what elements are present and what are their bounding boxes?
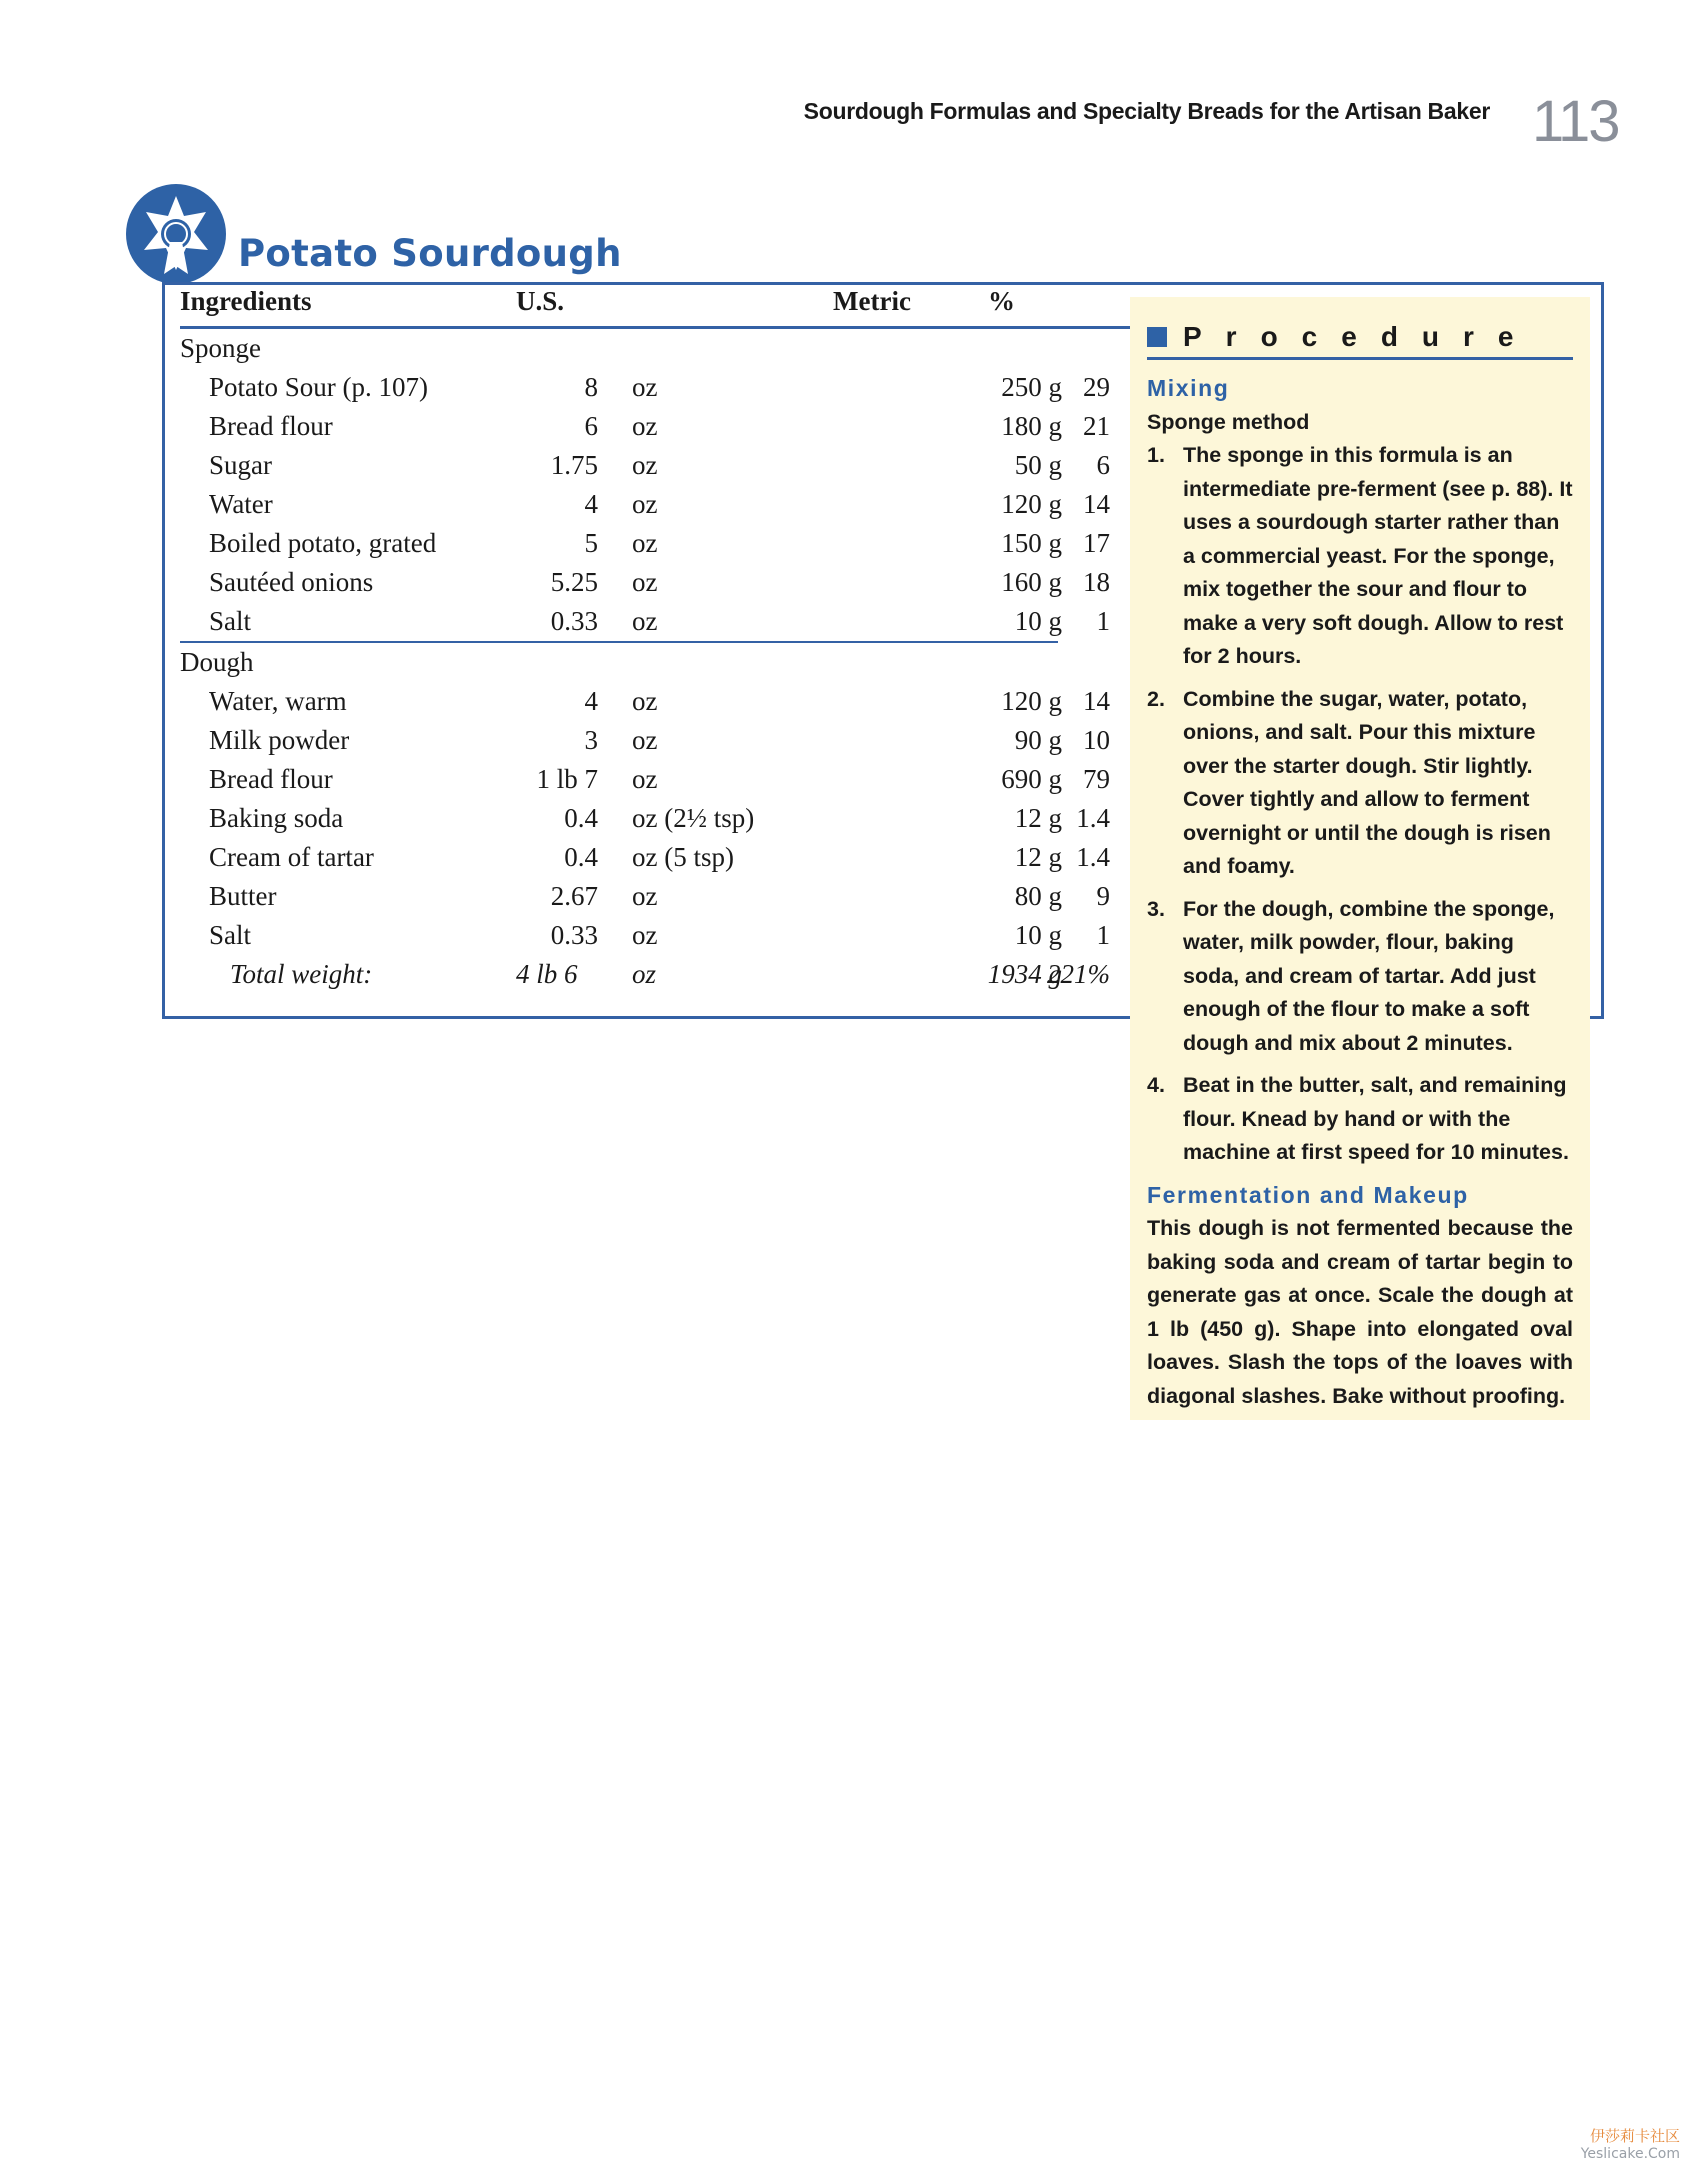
ingredient-name: Water, warm xyxy=(209,686,347,716)
metric-value: 12 g xyxy=(1014,842,1062,872)
table-row xyxy=(180,799,1110,838)
table-header xyxy=(180,286,1130,329)
procedure-step xyxy=(1147,1069,1573,1170)
ingredient-name: Salt xyxy=(209,606,252,636)
percent-value: 1.4 xyxy=(1076,803,1110,833)
us-unit: oz xyxy=(632,450,658,480)
percent-value: 21 xyxy=(1083,411,1110,441)
column-header-metric: Metric xyxy=(833,286,911,316)
percent-value: 1 xyxy=(1096,920,1110,950)
percent-value: 1.4 xyxy=(1076,842,1110,872)
ingredient-name: Butter xyxy=(209,881,277,911)
us-unit: oz xyxy=(632,411,658,441)
procedure-step xyxy=(1147,893,1573,1061)
us-qty: 5 xyxy=(584,528,598,558)
total-label: Total weight: xyxy=(230,959,373,989)
percent-value: 14 xyxy=(1083,489,1110,519)
ingredients-table xyxy=(180,286,1110,994)
procedure-title-bar xyxy=(1147,317,1573,360)
fermentation-heading: Fermentation and Makeup xyxy=(1147,1181,1469,1208)
table-row xyxy=(180,760,1110,799)
metric-value: 180 g xyxy=(1001,411,1062,441)
ingredient-name: Baking soda xyxy=(209,803,344,833)
ingredient-name: Potato Sour (p. 107) xyxy=(209,372,428,402)
us-qty: 4 xyxy=(584,489,598,519)
metric-value: 120 g xyxy=(1001,489,1062,519)
table-row xyxy=(180,602,1110,641)
table-row xyxy=(180,407,1110,446)
us-unit: oz xyxy=(632,372,658,402)
percent-value: 18 xyxy=(1083,567,1110,597)
recipe-title: Potato Sourdough xyxy=(238,232,622,275)
procedure-steps xyxy=(1147,439,1573,1170)
percent-value: 10 xyxy=(1083,725,1110,755)
ingredient-name: Sugar xyxy=(209,450,272,480)
section-label: Sponge xyxy=(180,333,261,363)
us-qty: 8 xyxy=(584,372,598,402)
square-bullet-icon xyxy=(1147,327,1167,347)
column-header-percent: % xyxy=(988,286,1015,316)
table-row xyxy=(180,368,1110,407)
percent-value: 29 xyxy=(1083,372,1110,402)
fermentation-text: This dough is not fermented because the baking soda and cream of tartar begin to generate gas at once. Scale the dough at 1 lb (450 g). Shape into elongated oval loaves. Slash the tops of the loaves with diagonal slashes. Bake without proofing. xyxy=(1147,1216,1573,1408)
step-number: 1. xyxy=(1147,443,1165,467)
mixing-subheading: Sponge method xyxy=(1147,409,1310,434)
us-qty: 0.4 xyxy=(564,803,598,833)
mixing-heading: Mixing xyxy=(1147,375,1230,401)
column-header-us: U.S. xyxy=(516,286,565,316)
table-row xyxy=(180,563,1110,602)
table-row xyxy=(180,524,1110,563)
us-unit: oz (5 tsp) xyxy=(632,842,734,872)
table-row xyxy=(180,838,1110,877)
metric-value: 150 g xyxy=(1001,528,1062,558)
us-unit: oz xyxy=(632,764,658,794)
section-dough xyxy=(180,643,1060,682)
percent-value: 79 xyxy=(1083,764,1110,794)
step-text: For the dough, combine the sponge, water, milk powder, flour, baking soda, and cream of tartar. Add just enough of the flour to make a soft dough and mix about 2 minutes. xyxy=(1183,896,1555,1055)
ingredient-name: Cream of tartar xyxy=(209,842,374,872)
watermark-line-2: Yeslicake.Com xyxy=(1580,2146,1680,2162)
step-number: 4. xyxy=(1147,1073,1165,1097)
us-qty: 0.4 xyxy=(564,842,598,872)
percent-value: 6 xyxy=(1096,450,1110,480)
ingredient-name: Water xyxy=(209,489,273,519)
ingredient-name: Salt xyxy=(209,920,252,950)
us-unit: oz xyxy=(632,881,658,911)
section-label: Dough xyxy=(180,647,254,677)
dough-rows xyxy=(180,682,1110,955)
us-unit: oz xyxy=(632,606,658,636)
us-unit: oz xyxy=(632,489,658,519)
total-qty: 4 lb 6 xyxy=(516,959,578,989)
us-qty: 1 lb 7 xyxy=(536,764,598,794)
us-unit: oz xyxy=(632,686,658,716)
watermark xyxy=(1581,2127,1680,2163)
us-unit: oz xyxy=(632,528,658,558)
us-qty: 5.25 xyxy=(550,567,598,597)
us-qty: 2.67 xyxy=(550,881,598,911)
column-header-ingredients: Ingredients xyxy=(180,286,312,316)
us-unit: oz xyxy=(632,920,658,950)
watermark-line-1: 伊莎莉卡社区 xyxy=(1589,2127,1680,2145)
procedure-step xyxy=(1147,683,1573,884)
percent-value: 9 xyxy=(1096,881,1110,911)
ingredient-name: Bread flour xyxy=(209,764,333,794)
step-text: Combine the sugar, water, potato, onions, and salt. Pour this mixture over the starter dough. Stir lightly. Cover tightly and allow to ferment overnight or until the dough is risen and foamy. xyxy=(1183,686,1551,878)
page-number: 113 xyxy=(1532,89,1619,154)
table-row xyxy=(180,877,1110,916)
us-qty: 3 xyxy=(584,725,598,755)
us-qty: 6 xyxy=(584,411,598,441)
metric-value: 90 g xyxy=(1014,725,1062,755)
table-row xyxy=(180,682,1110,721)
sponge-rows xyxy=(180,368,1110,641)
total-weight-row xyxy=(180,955,1110,994)
percent-value: 14 xyxy=(1083,686,1110,716)
metric-value: 50 g xyxy=(1014,450,1062,480)
percent-value: 1 xyxy=(1096,606,1110,636)
school-emblem-logo xyxy=(124,182,228,286)
us-qty: 4 xyxy=(584,686,598,716)
metric-value: 12 g xyxy=(1014,803,1062,833)
procedure-step xyxy=(1147,439,1573,674)
us-unit: oz (2½ tsp) xyxy=(632,803,755,833)
total-metric: 1934 g xyxy=(987,959,1062,989)
metric-value: 160 g xyxy=(1001,567,1062,597)
ingredient-name: Bread flour xyxy=(209,411,333,441)
ingredient-name: Sautéed onions xyxy=(209,567,374,597)
table-row xyxy=(180,916,1110,955)
percent-value: 17 xyxy=(1083,528,1110,558)
us-qty: 0.33 xyxy=(550,606,598,636)
metric-value: 250 g xyxy=(1001,372,1062,402)
us-qty: 1.75 xyxy=(550,450,598,480)
metric-value: 10 g xyxy=(1014,920,1062,950)
ingredient-name: Boiled potato, grated xyxy=(209,528,437,558)
section-sponge xyxy=(180,329,1060,368)
metric-value: 690 g xyxy=(1001,764,1062,794)
step-text: The sponge in this formula is an intermediate pre-ferment (see p. 88). It uses a sourdough starter rather than a commercial yeast. For the sponge, mix together the sour and flour to make a very soft dough. Allow to rest for 2 hours. xyxy=(1183,443,1573,668)
step-number: 3. xyxy=(1147,896,1165,921)
table-row xyxy=(180,485,1110,524)
step-text: Beat in the butter, salt, and remaining flour. Knead by hand or with the machine at first speed for 10 minutes. xyxy=(1183,1073,1569,1164)
metric-value: 10 g xyxy=(1014,606,1062,636)
procedure-panel xyxy=(1130,297,1590,1420)
us-unit: oz xyxy=(632,567,658,597)
running-head: Sourdough Formulas and Specialty Breads for the Artisan Baker xyxy=(803,98,1490,124)
procedure-title: Procedure xyxy=(1183,321,1538,352)
table-row xyxy=(180,446,1110,485)
ingredient-name: Milk powder xyxy=(209,725,350,755)
total-unit: oz xyxy=(632,959,657,989)
metric-value: 80 g xyxy=(1014,881,1062,911)
total-percent: 221% xyxy=(1047,959,1110,989)
us-unit: oz xyxy=(632,725,658,755)
metric-value: 120 g xyxy=(1001,686,1062,716)
us-qty: 0.33 xyxy=(550,920,598,950)
table-row xyxy=(180,721,1110,760)
step-number: 2. xyxy=(1147,686,1165,711)
